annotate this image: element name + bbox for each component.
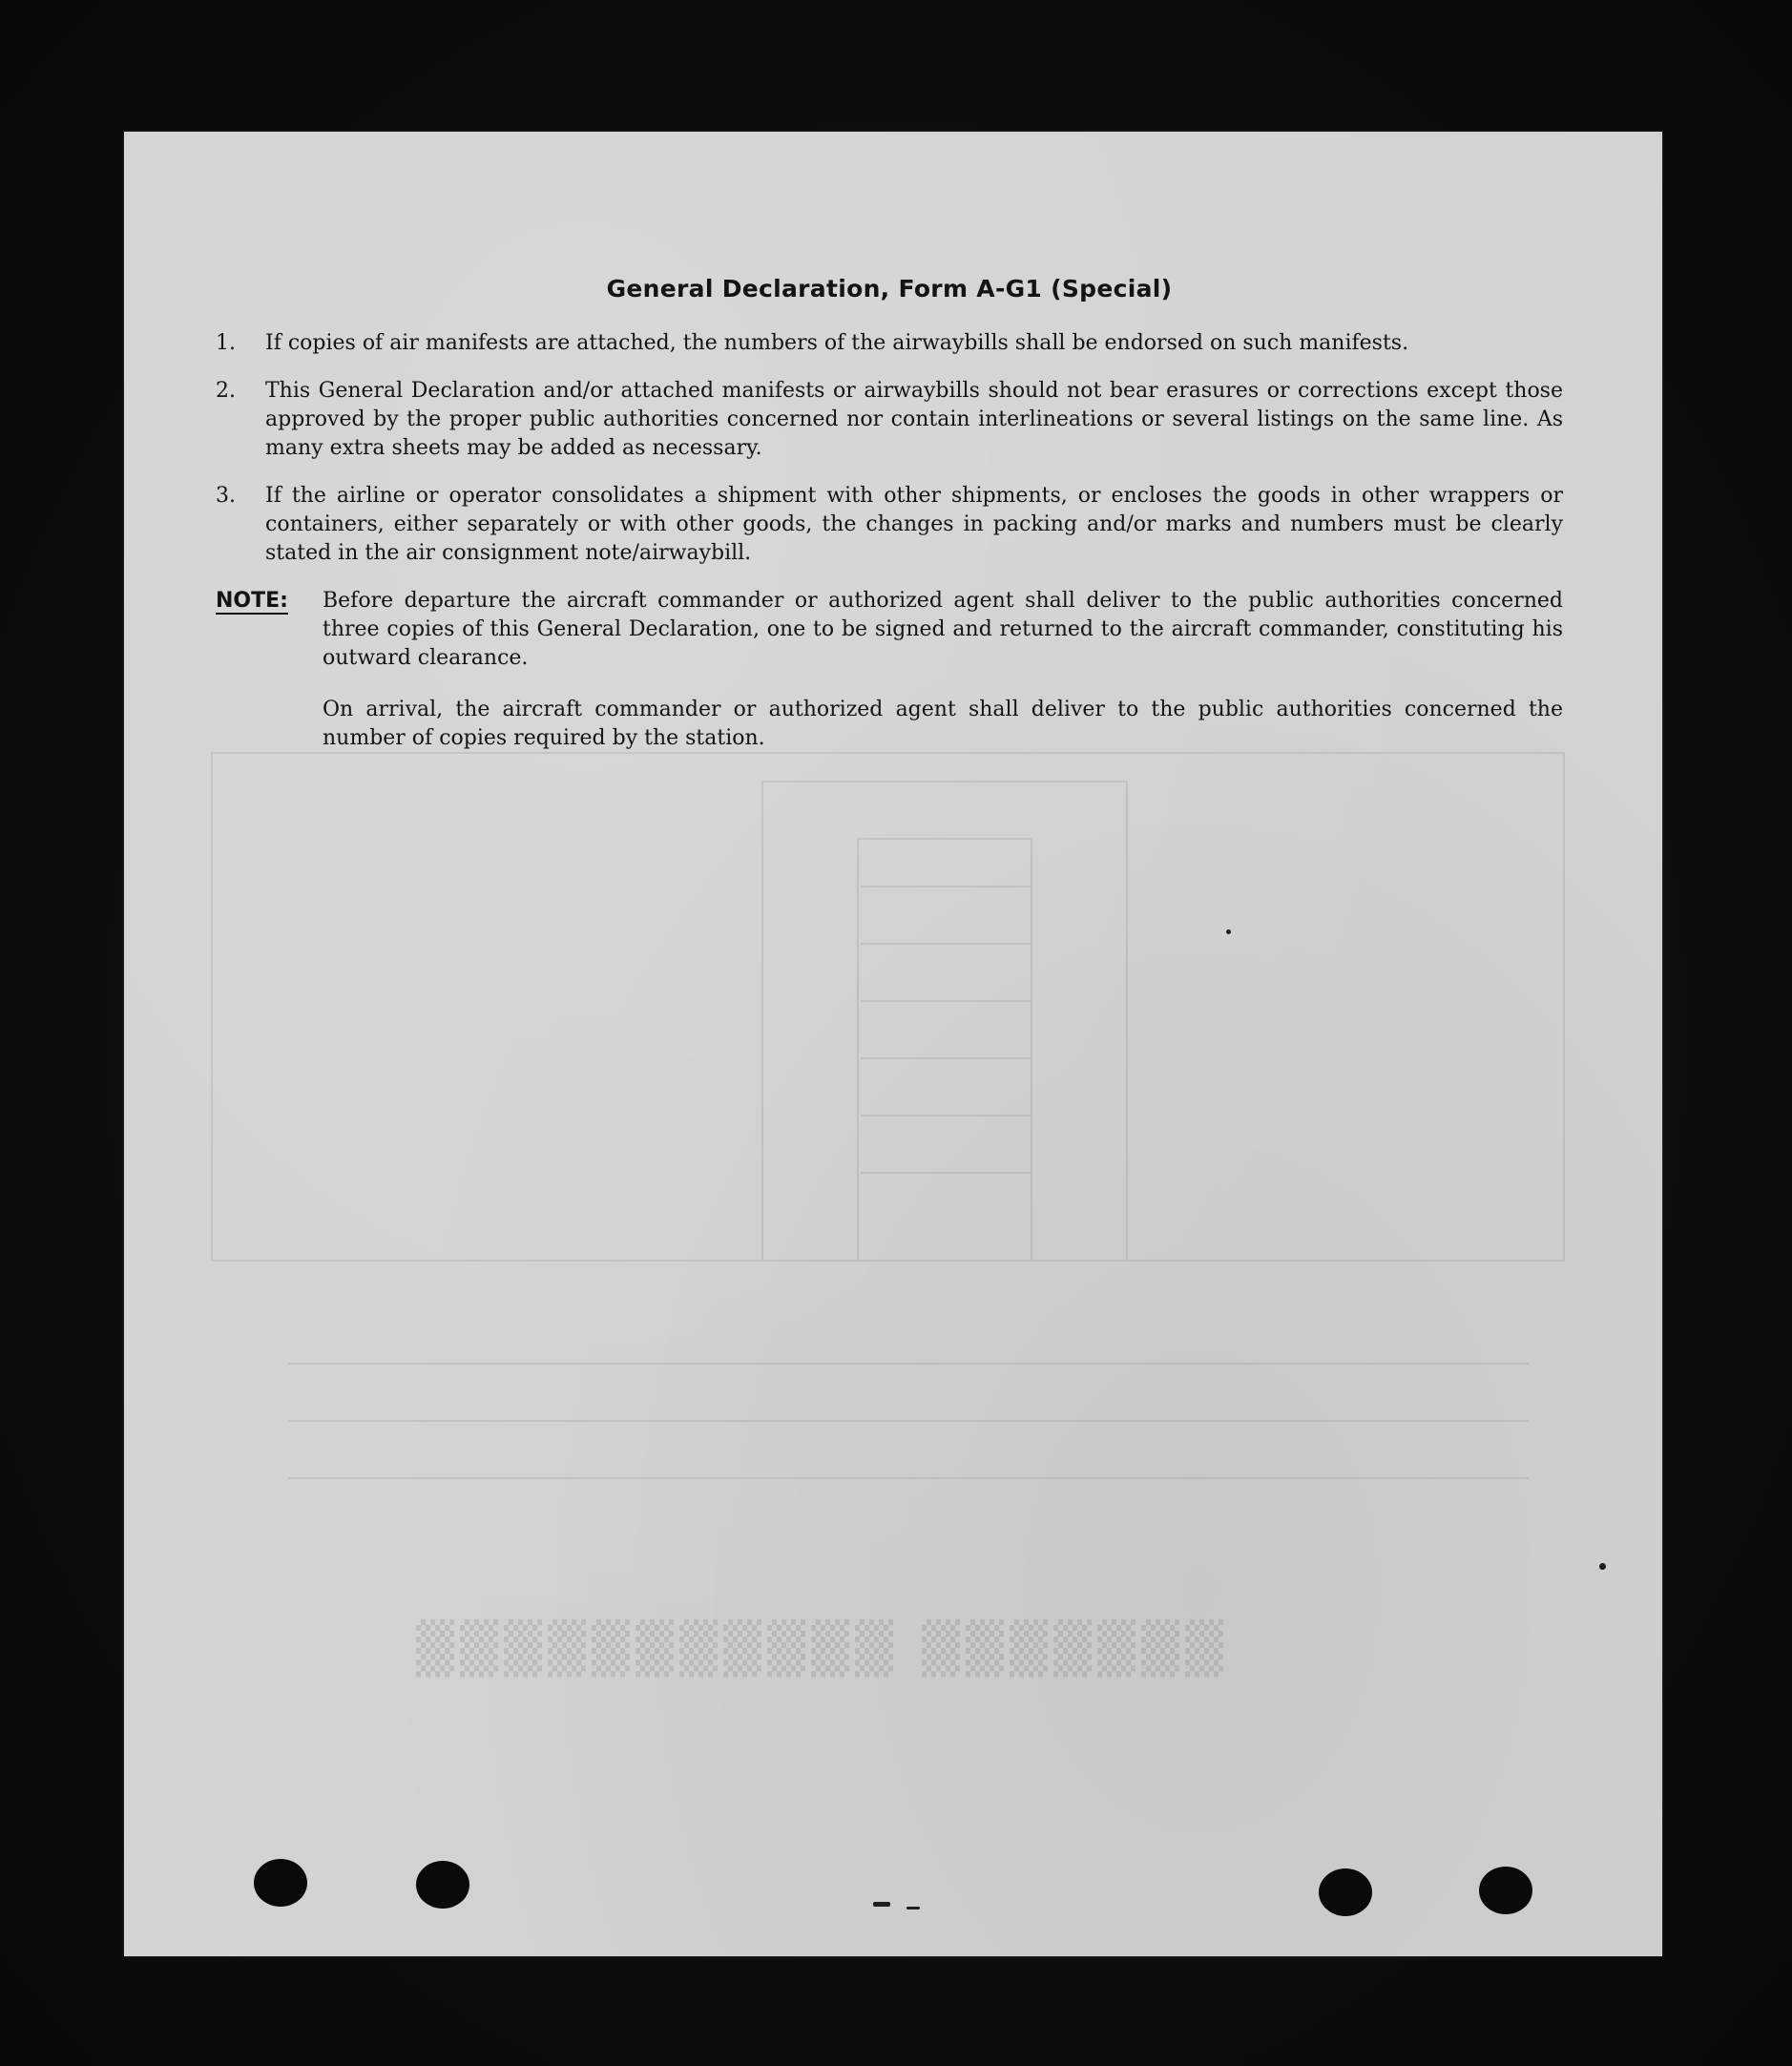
note-label [216, 587, 323, 776]
document-sheet [124, 132, 1662, 1956]
declaration-instructions [216, 275, 1563, 776]
bleed-rule [861, 886, 1032, 887]
instruction-item [216, 482, 1563, 568]
bleed-rule [288, 1420, 1529, 1422]
bleed-rule [288, 1477, 1529, 1479]
dust-speck [906, 1907, 920, 1909]
bleed-table-column [761, 781, 1128, 1262]
note-paragraph: On arrival, the aircraft commander or authorized agent shall deliver to the public authorities concerned the number of copies required by the station. [323, 698, 1563, 750]
instruction-number: 2. [216, 379, 236, 403]
bleed-rule [861, 1000, 1032, 1002]
bleed-table-inner [857, 838, 1032, 1262]
bleed-rule [861, 1057, 1032, 1059]
note-paragraph: Before departure the aircraft commander or authorized agent shall deliver to the public authorities concerned three copies of this General Declaration, one to be signed and returned to the aircraft commander, constituting his outward clearance. [323, 589, 1563, 670]
bleed-heading: ▒▒▒▒▒▒▒ ▒▒▒▒▒▒▒▒▒▒▒ [410, 1620, 1223, 1678]
dust-speck [1226, 929, 1231, 934]
punch-hole [1479, 1867, 1532, 1914]
bleed-table-outline [211, 752, 1565, 1262]
dust-speck [873, 1902, 890, 1907]
instruction-text: If the airline or operator consolidates a shipment with other shipments, or encloses the goods in other wrappers or containers, either separately or with other goods, the changes in packing and/or marks and numbers must be clearly stated in the air consignment note/airwaybill. [265, 484, 1563, 565]
instruction-number: 1. [216, 331, 236, 355]
instruction-item [216, 377, 1563, 463]
instruction-number: 3. [216, 484, 236, 508]
instruction-text: This General Declaration and/or attached manifests or airwaybills should not bear erasures or corrections except those approved by the proper public authorities concerned nor contain interlineations or several listings on the same line. As many extra sheets may be added as necessary. [265, 379, 1563, 460]
bleed-rule [861, 1172, 1032, 1174]
note-section [216, 587, 1563, 776]
punch-hole [254, 1859, 307, 1907]
note-body [323, 587, 1563, 776]
bleed-rule [861, 943, 1032, 945]
note-label-text: NOTE: [216, 589, 288, 613]
punch-hole [416, 1861, 469, 1909]
punch-hole [1319, 1868, 1372, 1916]
bleed-rule [288, 1363, 1529, 1365]
dust-speck [1599, 1563, 1606, 1570]
instruction-item [216, 329, 1563, 358]
document-title: General Declaration, Form A-G1 (Special) [606, 275, 1173, 303]
bleed-rule [861, 1115, 1032, 1116]
instruction-text: If copies of air manifests are attached, the numbers of the airwaybills shall be endorsed on such manifests. [265, 331, 1409, 355]
